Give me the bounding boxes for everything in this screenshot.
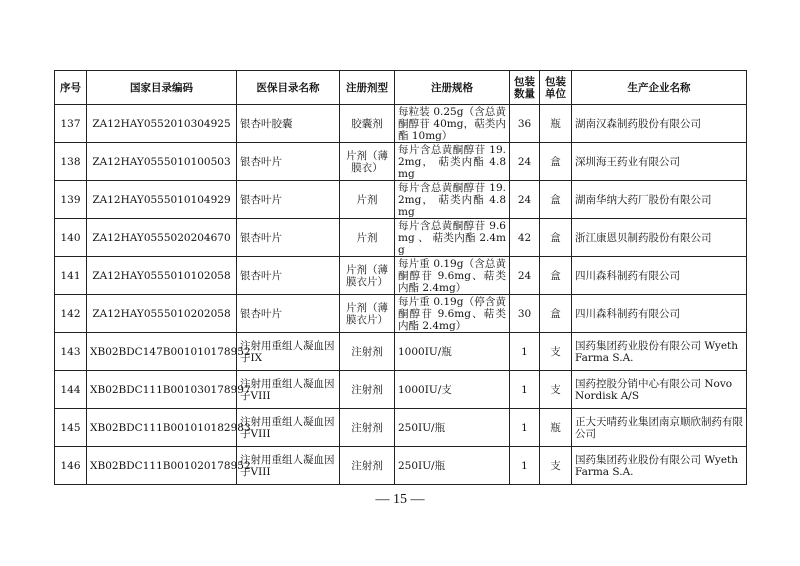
cell-seq: 144 [55,371,87,409]
cell-code: ZA12HAY0555010104929 [87,181,237,219]
cell-unit: 瓶 [540,409,572,447]
cell-unit: 支 [540,447,572,485]
table-row [55,181,747,219]
cell-unit: 盒 [540,143,572,181]
cell-form: 注射剂 [340,371,395,409]
cell-qty: 36 [510,105,540,143]
cell-qty: 1 [510,409,540,447]
cell-spec: 每片重 0.19g（停含黄酮醇苷 9.6mg、萜类内酯 2.4mg） [395,295,510,333]
header-manufacturer: 生产企业名称 [572,71,747,105]
cell-code: ZA12HAY0555010202058 [87,295,237,333]
drug-catalog-table [54,70,747,485]
cell-maker: 湖南汉森制药股份有限公司 [572,105,747,143]
cell-form: 片剂（薄膜衣片） [340,295,395,333]
page-number: — 15 — [375,492,425,507]
cell-code: XB02BDC147B001010178952 [87,333,237,371]
table-row [55,257,747,295]
cell-name: 银杏叶片 [237,295,340,333]
cell-spec: 每片含总黄酮醇苷 9.6mg 、 萜类内酯 2.4mg [395,219,510,257]
table-row [55,143,747,181]
cell-maker: 正大天晴药业集团南京顺欣制药有限公司 [572,409,747,447]
cell-maker: 国药集团药业股份有限公司 Wyeth Farma S.A. [572,447,747,485]
header-pack-unit: 包装单位 [540,71,572,105]
cell-maker: 四川森科制药有限公司 [572,295,747,333]
cell-name: 银杏叶片 [237,181,340,219]
table-row [55,219,747,257]
cell-form: 片剂 [340,181,395,219]
header-national-code: 国家目录编码 [87,71,237,105]
cell-spec: 每片含总黄酮醇苷 19.2mg， 萜类内酯 4.8mg [395,181,510,219]
cell-name: 银杏叶片 [237,257,340,295]
cell-seq: 145 [55,409,87,447]
header-dosage-form: 注册剂型 [340,71,395,105]
cell-maker: 四川森科制药有限公司 [572,257,747,295]
cell-unit: 支 [540,333,572,371]
cell-maker: 湖南华纳大药厂股份有限公司 [572,181,747,219]
cell-seq: 146 [55,447,87,485]
cell-name: 注射用重组人凝血因子VIII [237,409,340,447]
cell-unit: 盒 [540,219,572,257]
cell-form: 注射剂 [340,447,395,485]
cell-unit: 盒 [540,295,572,333]
cell-code: ZA12HAY0555010100503 [87,143,237,181]
cell-seq: 141 [55,257,87,295]
cell-spec: 每片重 0.19g（含总黄酮醇苷 9.6mg、萜类内酯 2.4mg） [395,257,510,295]
table-row [55,409,747,447]
header-row [55,71,747,105]
cell-form: 胶囊剂 [340,105,395,143]
cell-form: 注射剂 [340,333,395,371]
cell-name: 银杏叶片 [237,143,340,181]
cell-qty: 24 [510,143,540,181]
cell-code: ZA12HAY0555020204670 [87,219,237,257]
cell-name: 银杏叶片 [237,219,340,257]
cell-seq: 138 [55,143,87,181]
cell-seq: 137 [55,105,87,143]
cell-qty: 30 [510,295,540,333]
cell-unit: 盒 [540,181,572,219]
cell-spec: 每片含总黄酮醇苷 19.2mg， 萜类内酯 4.8mg [395,143,510,181]
cell-seq: 140 [55,219,87,257]
cell-maker: 国药控股分销中心有限公司 Novo Nordisk A/S [572,371,747,409]
cell-code: ZA12HAY0552010304925 [87,105,237,143]
cell-qty: 24 [510,257,540,295]
cell-seq: 139 [55,181,87,219]
cell-unit: 瓶 [540,105,572,143]
table-row [55,371,747,409]
table-row [55,333,747,371]
cell-maker: 国药集团药业股份有限公司 Wyeth Farma S.A. [572,333,747,371]
cell-form: 片剂 [340,219,395,257]
cell-form: 注射剂 [340,409,395,447]
cell-maker: 浙江康恩贝制药股份有限公司 [572,219,747,257]
cell-unit: 盒 [540,257,572,295]
cell-seq: 143 [55,333,87,371]
table-row [55,295,747,333]
cell-spec: 250IU/瓶 [395,409,510,447]
table-row [55,447,747,485]
cell-form: 片剂（薄膜衣片） [340,257,395,295]
cell-code: XB02BDC111B001010182983 [87,409,237,447]
header-insurance-name: 医保目录名称 [237,71,340,105]
cell-qty: 1 [510,371,540,409]
cell-form: 片剂（薄膜衣） [340,143,395,181]
cell-seq: 142 [55,295,87,333]
cell-name: 注射用重组人凝血因子VIII [237,371,340,409]
cell-name: 注射用重组人凝血因子VIII [237,447,340,485]
cell-maker: 深圳海王药业有限公司 [572,143,747,181]
cell-qty: 24 [510,181,540,219]
cell-qty: 1 [510,447,540,485]
header-spec: 注册规格 [395,71,510,105]
cell-spec: 1000IU/支 [395,371,510,409]
cell-name: 银杏叶胶囊 [237,105,340,143]
cell-qty: 1 [510,333,540,371]
cell-code: ZA12HAY0555010102058 [87,257,237,295]
cell-name: 注射用重组人凝血因子IX [237,333,340,371]
cell-unit: 支 [540,371,572,409]
cell-code: XB02BDC111B001030178997 [87,371,237,409]
header-pack-qty: 包装数量 [510,71,540,105]
cell-spec: 250IU/瓶 [395,447,510,485]
cell-qty: 42 [510,219,540,257]
cell-spec: 每粒装 0.25g（含总黄酮醇苷 40mg，萜类内酯 10mg） [395,105,510,143]
cell-code: XB02BDC111B001020178952 [87,447,237,485]
header-seq: 序号 [55,71,87,105]
table-row [55,105,747,143]
cell-spec: 1000IU/瓶 [395,333,510,371]
